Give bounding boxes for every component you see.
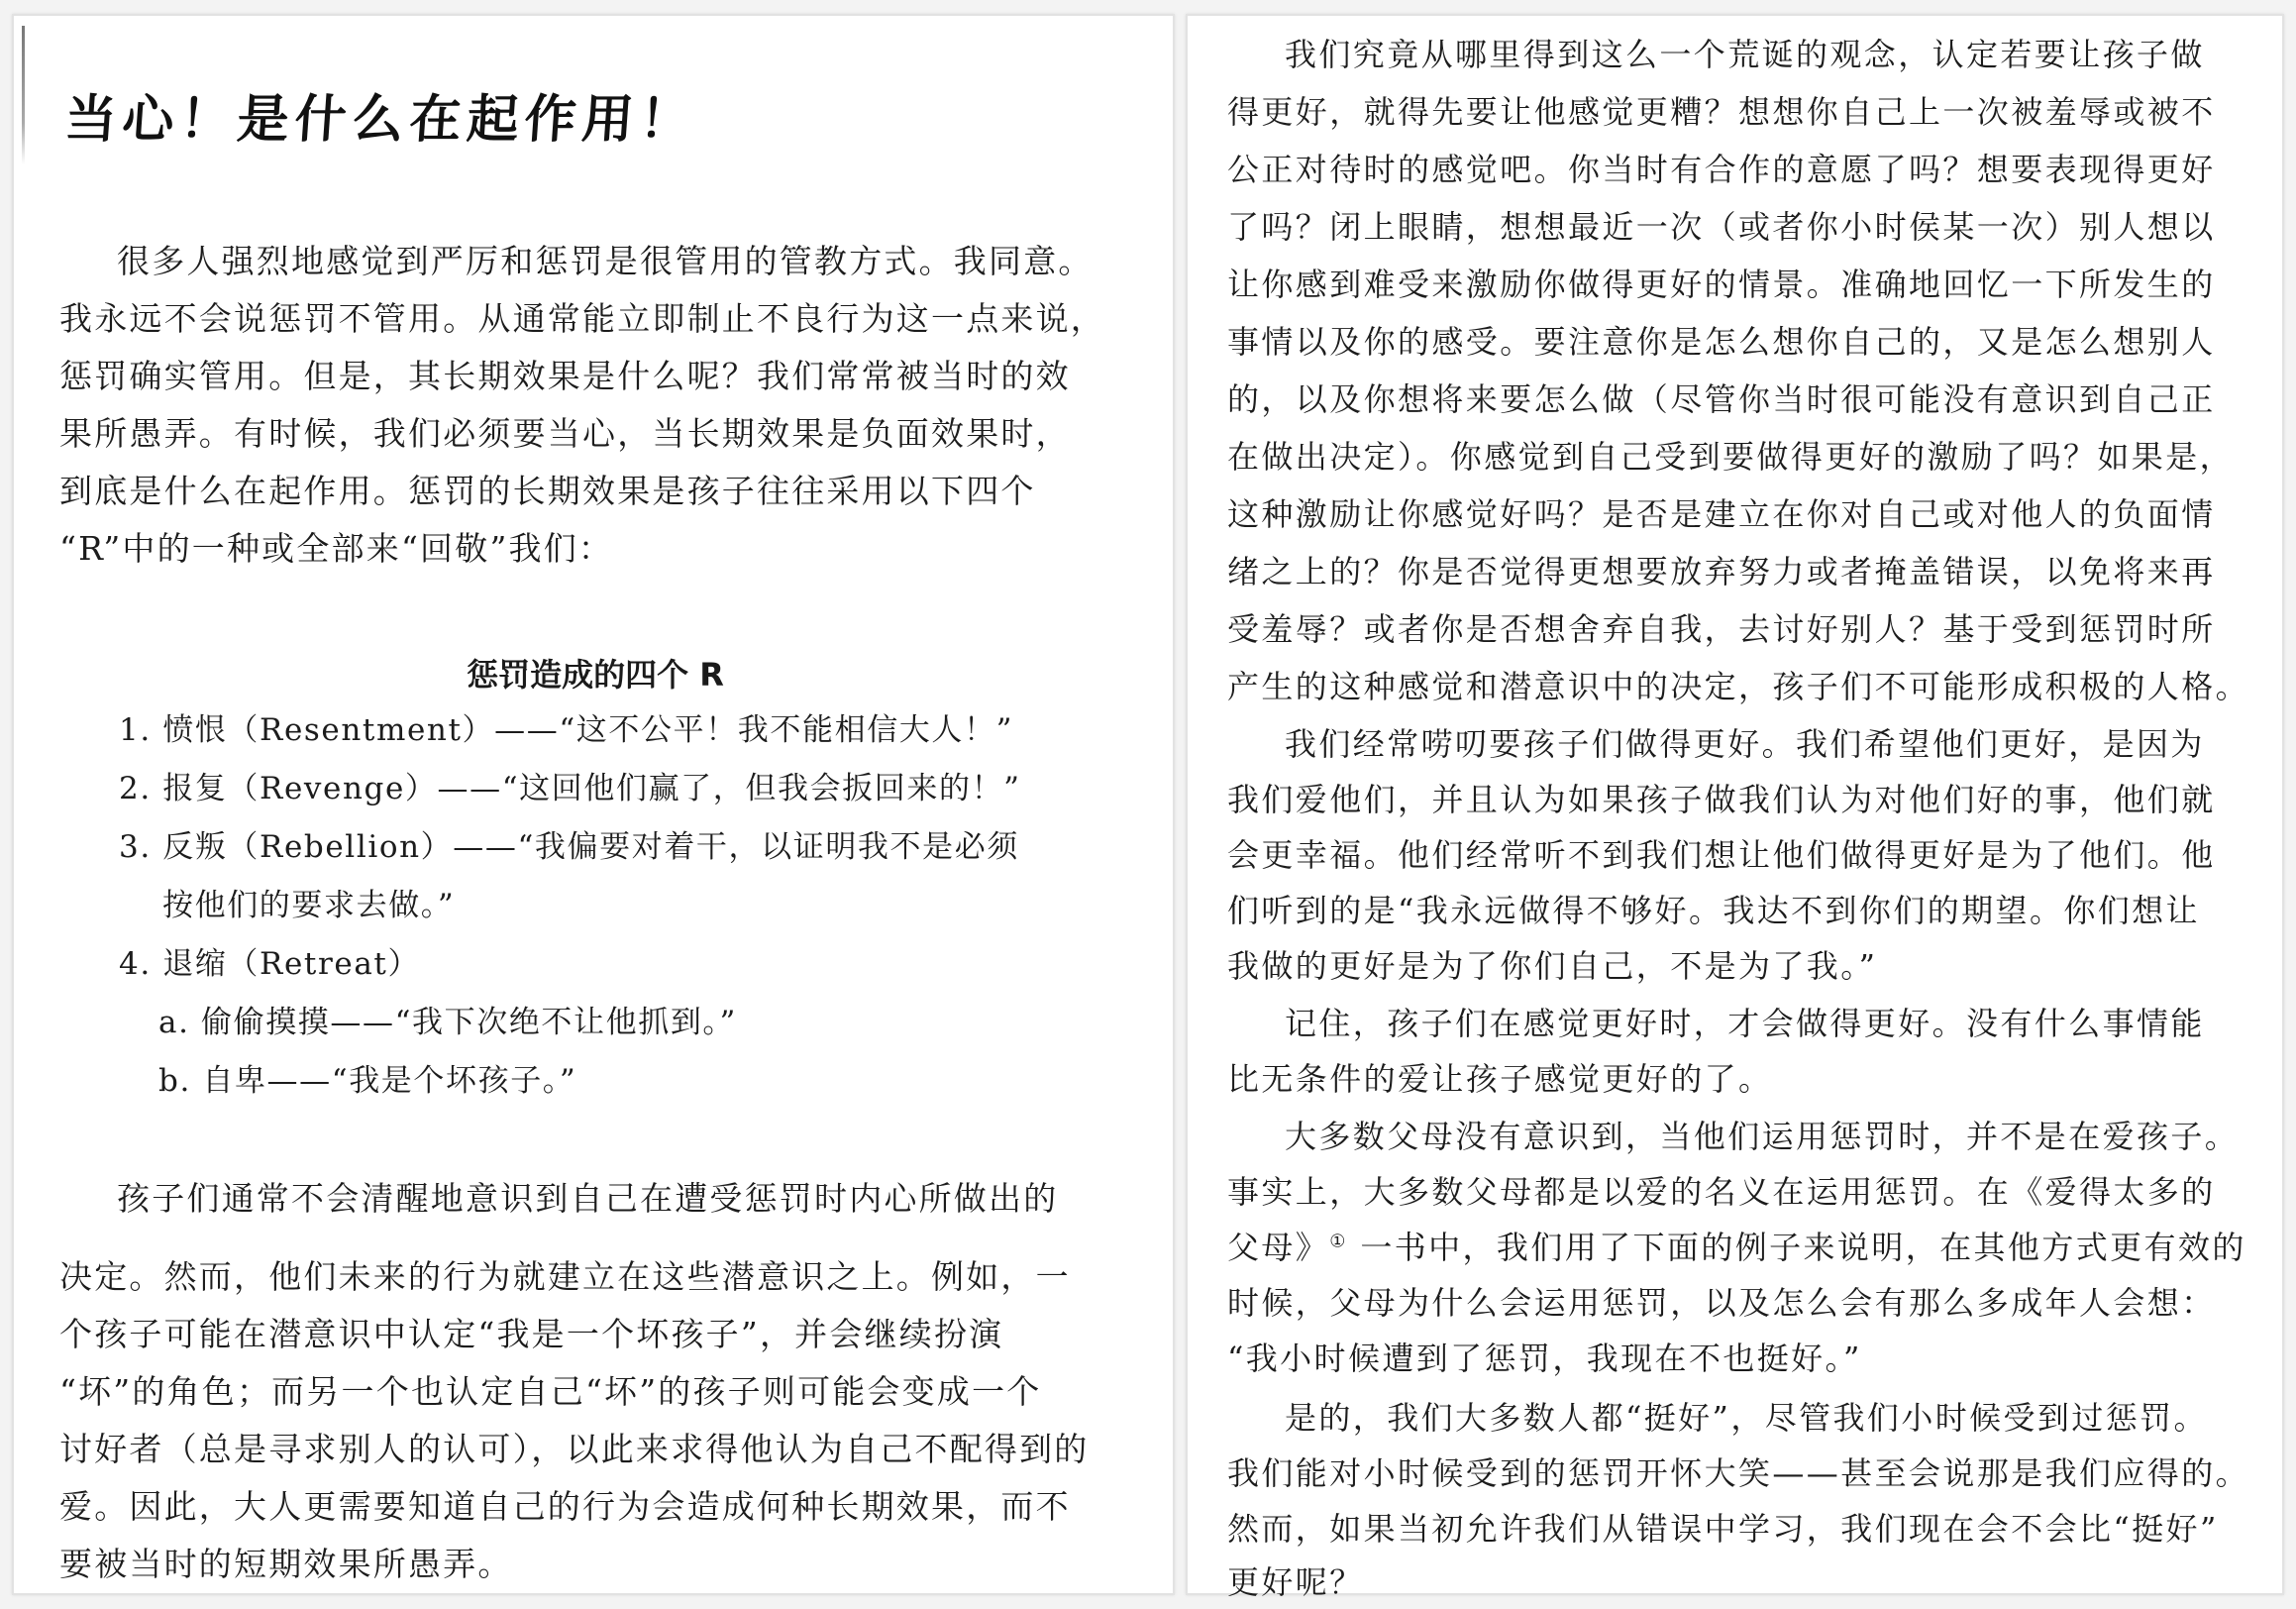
paragraph-line: 然而，如果当初允许我们从错误中学习，我们现在会不会比“挺好” [1227,1510,2219,1548]
paragraph-line: “坏”的角色；而另一个也认定自己“坏”的孩子则可能会变成一个 [59,1372,1042,1411]
paragraph-line: 我们究竟从哪里得到这么一个荒诞的观念，认定若要让孩子做 [1285,36,2205,73]
paragraph-line: 很多人强烈地感觉到严厉和惩罚是很管用的管教方式。我同意。 [117,242,1094,280]
paragraph-line: 会更幸福。他们经常听不到我们想让他们做得更好是为了他们。他 [1227,836,2216,874]
paragraph-line: 我们爱他们，并且认为如果孩子做我们认为对他们好的事，他们就 [1227,781,2216,818]
paragraph-line: 在做出决定）。你感觉到自己受到要做得更好的激励了吗？如果是， [1227,438,2235,476]
paragraph-line: 时候，父母为什么会运用惩罚，以及怎么会有那么多成年人会想： [1227,1284,2216,1322]
paragraph-line: 是的，我们大多数人都“挺好”，尽管我们小时候受到过惩罚。 [1285,1399,2208,1437]
paragraph-line: 事情以及你的感受。要注意你是怎么想你自己的，又是怎么想别人 [1227,323,2216,361]
list-item-revenge: 2. 报复（Revenge）——“这回他们赢了，但我会扳回来的！” [119,771,1021,806]
scan-artifact-line [22,26,25,164]
list-subitem-a: a. 偷偷摸摸——“我下次绝不让他抓到。” [158,1005,737,1040]
paragraph-line: 到底是什么在起作用。惩罚的长期效果是孩子往往采用以下四个 [59,472,1036,510]
paragraph-line: 绪之上的？你是否觉得更想要放弃努力或者掩盖错误，以免将来再 [1227,553,2216,590]
list-subitem-b: b. 自卑——“我是个坏孩子。” [158,1063,577,1099]
paragraph-line: 惩罚确实管用。但是，其长期效果是什么呢？我们常常被当时的效 [59,357,1071,395]
footnote-marker[interactable]: ① [1329,1231,1348,1252]
list-item-rebellion: 3. 反叛（Rebellion）——“我偏要对着干，以证明我不是必须 [119,829,1019,865]
paragraph-line: 我们能对小时候受到的惩罚开怀大笑——甚至会说那是我们应得的。 [1227,1454,2250,1492]
paragraph-line-footnote [1227,1223,2246,1268]
right-page [1186,14,2284,1601]
list-item-rebellion-cont: 按他们的要求去做。” [162,888,456,923]
paragraph-line: 我永远不会说惩罚不管用。从通常能立即制止不良行为这一点来说， [59,299,1105,338]
paragraph-line: 要被当时的短期效果所愚弄。 [59,1545,513,1583]
page-title: 当心！是什么在起作用！ [62,90,699,150]
paragraph-line: 这种激励让你感觉好吗？是否是建立在你对自己或对他人的负面情 [1227,495,2216,533]
list-item-resentment: 1. 愤恨（Resentment）——“这不公平！我不能相信大人！” [119,712,1014,748]
left-page [12,14,1175,1595]
paragraph-line: 爱。因此，大人更需要知道自己的行为会造成何种长期效果，而不 [59,1487,1071,1526]
paragraph-line: 大多数父母没有意识到，当他们运用惩罚时，并不是在爱孩子。 [1285,1118,2240,1155]
paragraph-line: 比无条件的爱让孩子感觉更好的了。 [1227,1060,1773,1098]
paragraph-line: 讨好者（总是寻求别人的认可），以此来求得他认为自己不配得到的 [59,1430,1090,1468]
paragraph-line: 个孩子可能在潜意识中认定“我是一个坏孩子”，并会继续扮演 [59,1315,1004,1353]
paragraph-line: “R”中的一种或全部来“回敬”我们： [59,529,614,568]
list-item-retreat: 4. 退缩（Retreat） [119,946,421,982]
paragraph-line: 们听到的是“我永远做得不够好。我达不到你们的期望。你们想让 [1227,892,2200,929]
paragraph-line: 了吗？闭上眼睛，想想最近一次（或者你小时侯某一次）别人想以 [1227,208,2216,246]
paragraph-line: 决定。然而，他们未来的行为就建立在这些潜意识之上。例如，一 [59,1257,1071,1296]
paragraph-line: 事实上，大多数父母都是以爱的名义在运用惩罚。在《爱得太多的 [1227,1173,2216,1211]
paragraph-line: 记住，孩子们在感觉更好时，才会做得更好。没有什么事情能 [1285,1005,2205,1042]
paragraph-line: 公正对待时的感觉吧。你当时有合作的意愿了吗？想要表现得更好 [1227,151,2216,188]
paragraph-line: 更好呢？ [1227,1563,1364,1601]
paragraph-line: 受羞辱？或者你是否想舍弃自我，去讨好别人？基于受到惩罚时所 [1227,610,2216,648]
paragraph-line: “我小时候遭到了惩罚，我现在不也挺好。” [1227,1340,1862,1377]
paragraph-line: 让你感到难受来激励你做得更好的情景。准确地回忆一下所发生的 [1227,266,2216,303]
line-remainder: 一书中，我们用了下面的例子来说明，在其他方式更有效的 [1360,1229,2246,1266]
paragraph-line: 的，以及你想将来要怎么做（尽管你当时很可能没有意识到自己正 [1227,380,2216,418]
paragraph-line: 我们经常唠叨要孩子们做得更好。我们希望他们更好，是因为 [1285,725,2205,763]
paragraph-line: 果所愚弄。有时候，我们必须要当心，当长期效果是负面效果时， [59,414,1071,453]
paragraph-line: 产生的这种感觉和潜意识中的决定，孩子们不可能形成积极的人格。 [1227,668,2250,705]
paragraph-line: 得更好，就得先要让他感觉更糟？想想你自己上一次被羞辱或被不 [1227,93,2216,131]
list-heading: 惩罚造成的四个 R [467,656,724,694]
book-title-fragment: 父母》 [1227,1229,1330,1266]
paragraph-line: 孩子们通常不会清醒地意识到自己在遭受惩罚时内心所做出的 [117,1179,1059,1218]
paragraph-line: 我做的更好是为了你们自己，不是为了我。” [1227,947,1878,985]
